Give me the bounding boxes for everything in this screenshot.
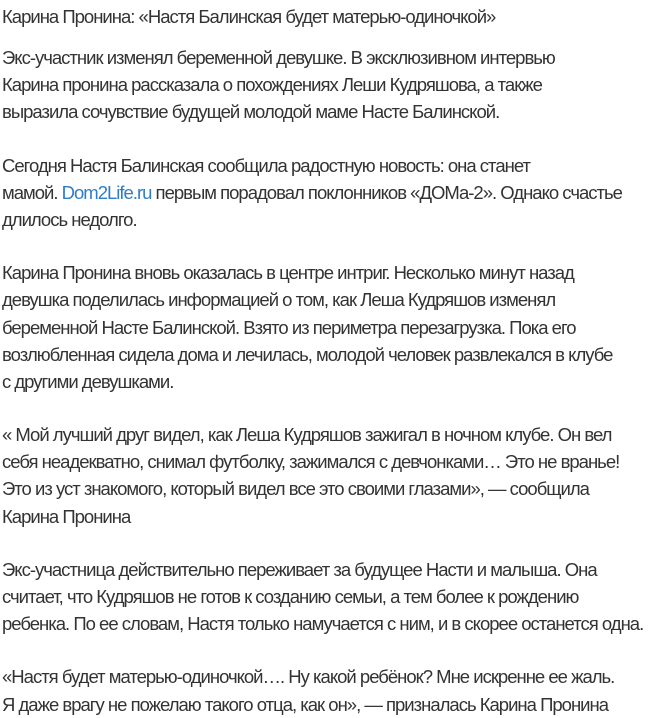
paragraph-line: « Мой лучший друг видел, как Леша Кудряшов зажигал в ночном клубе. Он вел [2,424,612,446]
paragraph-opinion [2,556,670,638]
paragraph-line: «Настя будет матерью-одиночкой…. Ну какой ребёнок? Мне искренне ее жаль. [2,666,615,688]
paragraph-line: Я даже врагу не пожелаю такого отца, как он», — призналась Карина Пронина [2,693,608,715]
paragraph-line-with-link [2,179,670,206]
paragraph-line: девушка поделилась информацией о том, как Леша Кудряшов изменял [2,289,556,311]
paragraph-line: длилось недолго. [2,208,137,230]
paragraph-quote-2 [2,663,670,717]
paragraph-line: считает, что Кудряшов не готов к созданию семьи, а тем более к рождению [2,586,579,607]
paragraph-line: ребенка. По ее словам, Настя только намучается с ним, и в скорее останется одна. [2,613,644,635]
paragraph-line: Карина пронина рассказала о похождениях Леши Кудряшова, а также [2,74,542,96]
paragraph-line: Экс-участница действительно переживает за будущее Насти и малыша. Она [2,558,597,580]
paragraph-line: Сегодня Настя Балинская сообщила радостную новость: она станет [2,154,530,176]
text-fragment: первым порадовал поклонников «ДОМа-2». Однако счастье [151,181,622,203]
paragraph-line: Карина Пронина вновь оказалась в центре интриг. Несколько минут назад [2,262,574,284]
paragraph-line: Это из уст знакомого, который видел все это своими глазами», — сообщила [2,478,589,500]
paragraph-line: беременной Насте Балинской. Взято из периметра перезагрузка. Пока его [2,316,576,338]
paragraph-line: Карина Пронина [2,505,131,527]
paragraph-news [2,152,670,234]
paragraph-intrigue [2,259,670,395]
article-title: Карина Пронина: «Настя Балинская будет матерью-одиночкой» [2,6,496,27]
paragraph-quote-1 [2,421,670,530]
paragraph-line: с другими девушками. [2,370,174,392]
dom2life-link[interactable]: Dom2Life.ru [61,181,152,203]
paragraph-line: возлюбленная сидела дома и лечилась, молодой человек развлекался в клубе [2,343,613,365]
text-fragment: мамой. [2,181,62,203]
paragraph-line: себя неадекватно, снимал футболку, зажимался с девчонками… Это не вранье! [2,451,620,473]
paragraph-line: Экс-участник изменял беременной девушке. В эксклюзивном интервью [2,47,555,68]
paragraph-line: выразила сочувствие будущей молодой маме Насте Балинской. [2,101,500,123]
paragraph-intro [2,44,670,126]
